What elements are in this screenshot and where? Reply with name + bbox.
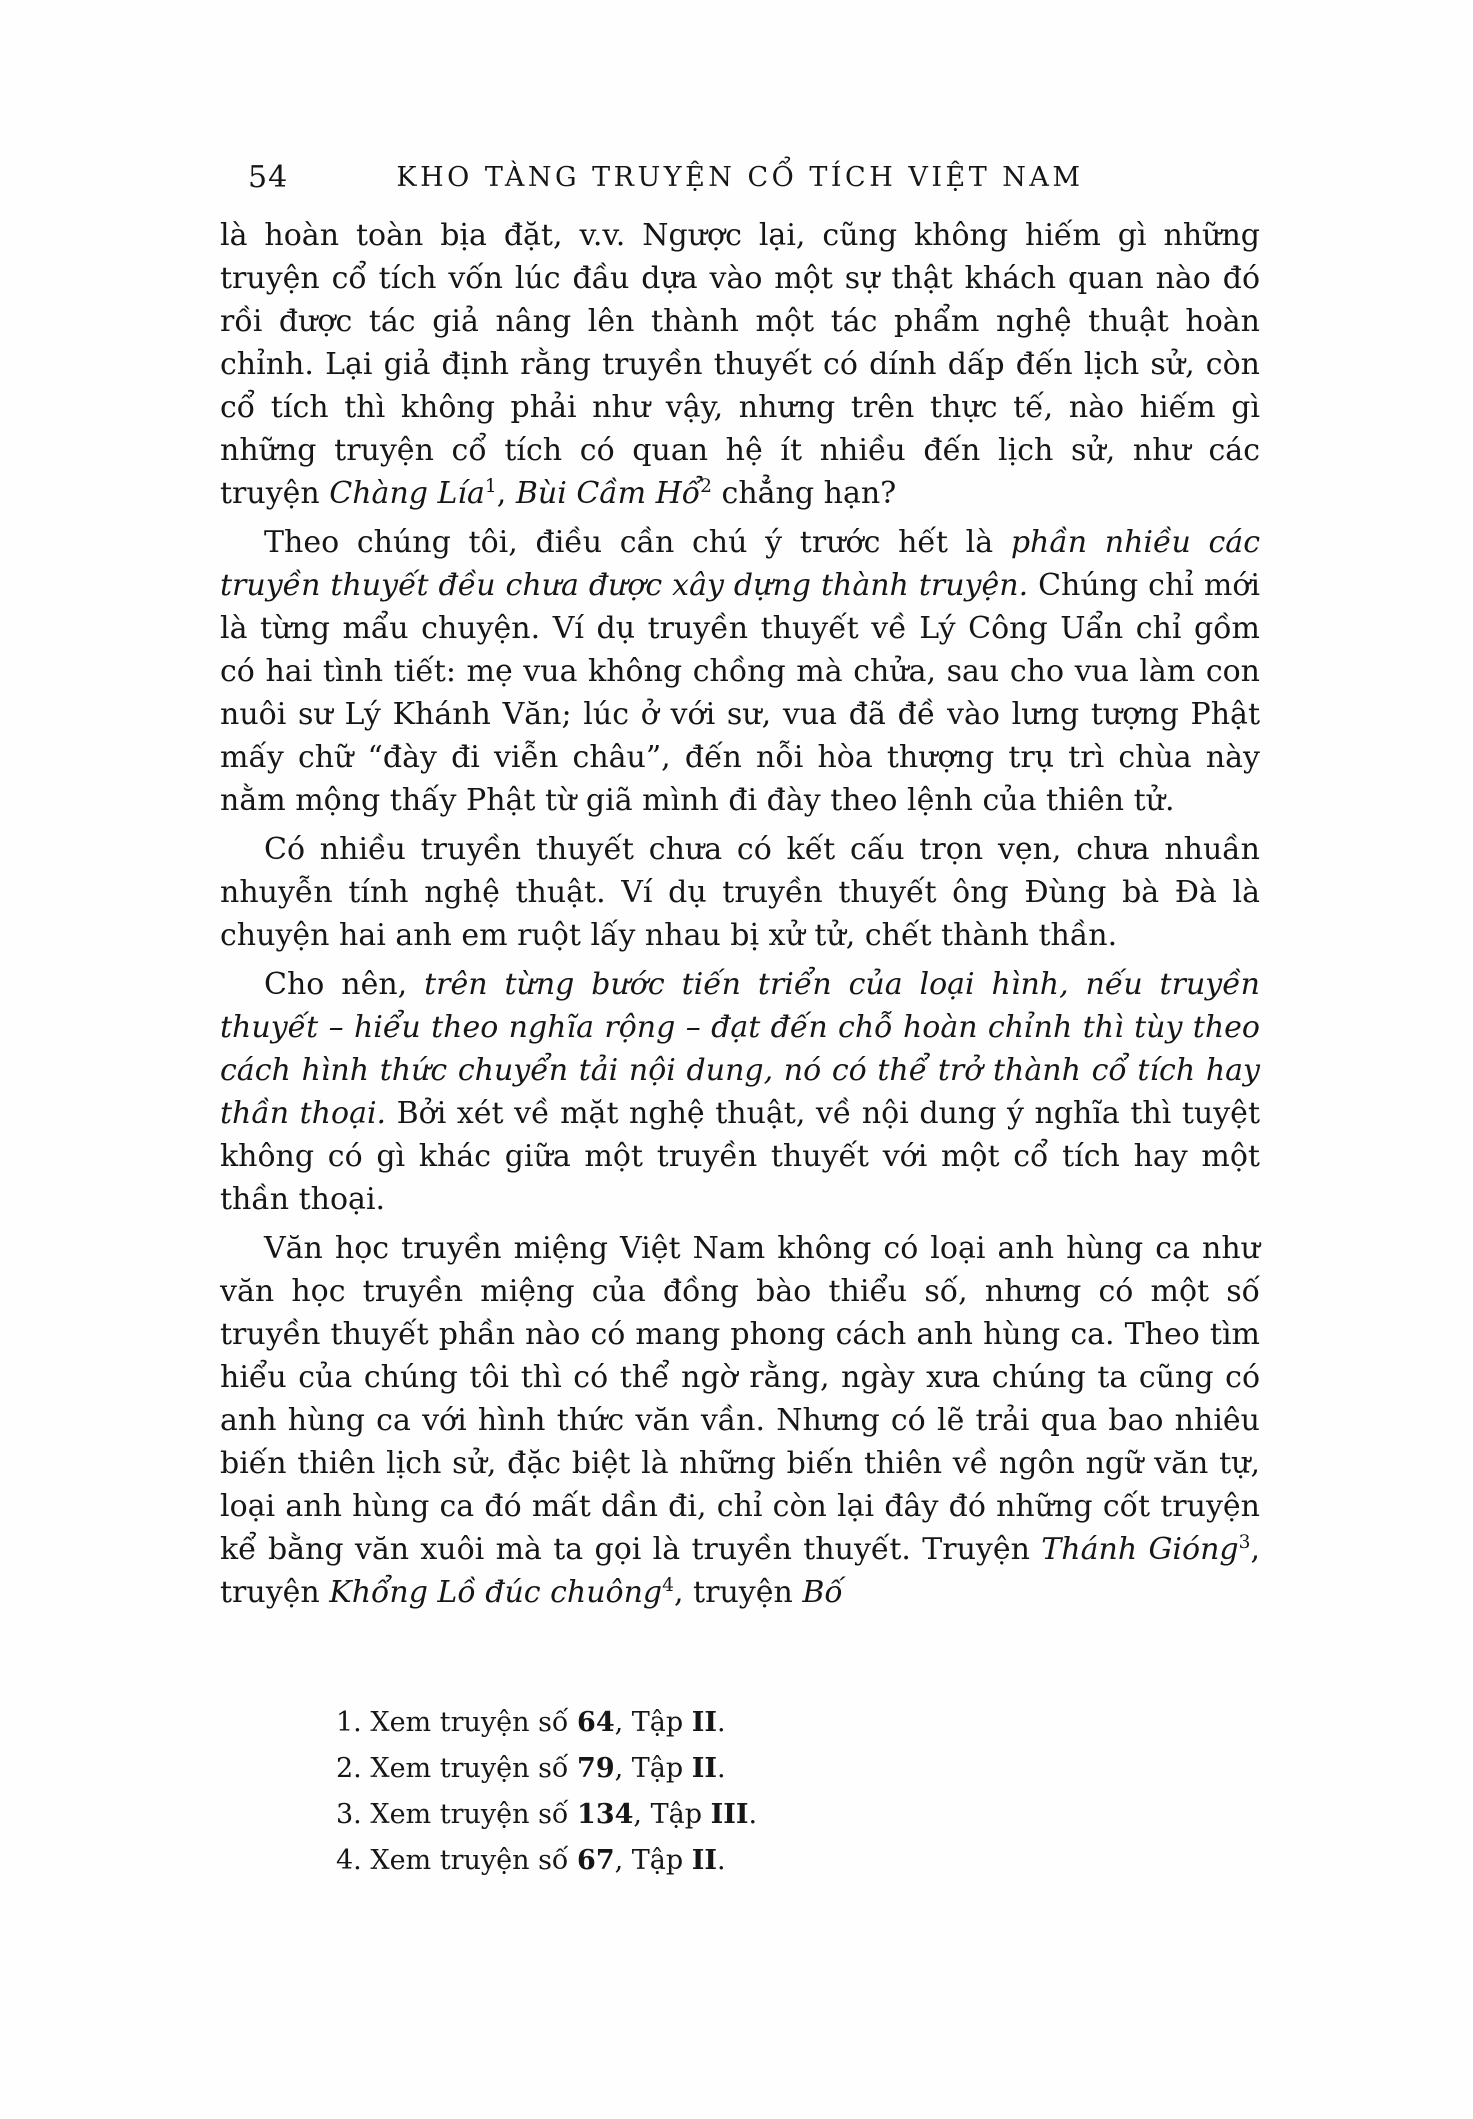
- text-run: phần nhiều các truyền thuyết đều chưa được xây dựng thành truyện.: [220, 525, 1260, 603]
- footnote-reference: 3: [1238, 1532, 1251, 1553]
- text-run: 3. Xem truyện số: [336, 1799, 578, 1830]
- text-run: là hoàn toàn bịa đặt, v.v. Ngược lại, cũng không hiếm gì những truyện cổ tích vốn lúc đầu dựa vào một sự thật khách quan nào đó rồi được tác giả nâng lên thành một tác phẩm nghệ thuật hoàn chỉnh. Lại giả định rằng truyền thuyết có dính dấp đến lịch sử, còn cổ tích thì không phải như vậy, nhưng trên thực tế, nào hiếm gì những truyện cổ tích có quan hệ ít nhiều đến lịch sử, như các truyện: [220, 218, 1260, 511]
- text-run: .: [717, 1707, 726, 1738]
- footnote-item: [336, 1838, 1236, 1884]
- text-run: , truyện: [220, 1532, 1260, 1610]
- text-run: Cho nên,: [264, 967, 425, 1002]
- text-run: Văn học truyền miệng Việt Nam không có loại anh hùng ca như văn học truyền miệng của đồng bào thiểu số, nhưng có một số truyền thuyết phần nào có mang phong cách anh hùng ca. Theo tìm hiểu của chúng tôi thì có thể ngờ rằng, ngày xưa chúng ta cũng có anh hùng ca với hình thức văn vần. Nhưng có lẽ trải qua bao nhiêu biến thiên lịch sử, đặc biệt là những biến thiên về ngôn ngữ văn tự, loại anh hùng ca đó mất dần đi, chỉ còn lại đây đó những cốt truyện kể bằng văn xuôi mà ta gọi là truyền thuyết. Truyện: [220, 1231, 1260, 1567]
- text-run: 4. Xem truyện số: [336, 1845, 578, 1876]
- text-run: II: [691, 1753, 718, 1784]
- text-run: 64: [577, 1707, 615, 1738]
- text-run: II: [691, 1707, 718, 1738]
- text-run: 134: [577, 1799, 634, 1830]
- running-title: KHO TÀNG TRUYỆN CỔ TÍCH VIỆT NAM: [396, 162, 1084, 193]
- text-run: , Tập: [614, 1707, 692, 1738]
- text-run: .: [717, 1845, 726, 1876]
- body-paragraph: [220, 521, 1260, 822]
- footnotes: [336, 1700, 1236, 1884]
- footnote-reference: 2: [700, 476, 713, 497]
- text-run: Bùi Cầm Hổ: [515, 476, 701, 511]
- footnote-reference: 1: [484, 476, 497, 497]
- text-run: , Tập: [614, 1753, 692, 1784]
- text-run: , Tập: [614, 1845, 692, 1876]
- text-run: III: [710, 1799, 749, 1830]
- text-run: trên từng bước tiến triển của loại hình, nếu truyền thuyết – hiểu theo nghĩa rộng – đạt đến chỗ hoàn chỉnh thì tùy theo cách hình thức chuyển tải nội dung, nó có thể trở thành cổ tích hay thần thoại.: [220, 967, 1261, 1131]
- running-header: [220, 158, 1260, 198]
- footnote-reference: 4: [662, 1575, 674, 1596]
- body-paragraph: [220, 963, 1260, 1221]
- text-run: , truyện: [673, 1575, 803, 1610]
- body-paragraph: [220, 214, 1260, 515]
- text-run: II: [691, 1845, 718, 1876]
- text-run: 2. Xem truyện số: [336, 1753, 578, 1784]
- body-paragraph: [220, 1227, 1260, 1614]
- text-run: Khổng Lồ đúc chuông: [329, 1575, 663, 1610]
- footnote-item: [336, 1746, 1236, 1792]
- text-run: ,: [496, 476, 516, 511]
- text-run: , Tập: [633, 1799, 711, 1830]
- text-run: Theo chúng tôi, điều cần chú ý trước hết là: [264, 525, 1011, 560]
- footnote-item: [336, 1792, 1236, 1838]
- footnote-item: [336, 1700, 1236, 1746]
- body-text: [220, 214, 1260, 1620]
- text-run: Có nhiều truyền thuyết chưa có kết cấu trọn vẹn, chưa nhuần nhuyễn tính nghệ thuật. Ví dụ truyền thuyết ông Đùng bà Đà là chuyện hai anh em ruột lấy nhau bị xử tử, chết thành thần.: [220, 832, 1260, 953]
- text-run: Chúng chỉ mới là từng mẩu chuyện. Ví dụ truyền thuyết về Lý Công Uẩn chỉ gồm có hai tình tiết: mẹ vua không chồng mà chửa, sau cho vua làm con nuôi sư Lý Khánh Văn; lúc ở với sư, vua đã đề vào lưng tượng Phật mấy chữ “đày đi viễn châu”, đến nỗi hòa thượng trụ trì chùa này nằm mộng thấy Phật từ giã mình đi đày theo lệnh của thiên tử.: [220, 568, 1260, 818]
- text-run: 67: [577, 1845, 615, 1876]
- text-run: Chàng Lía: [329, 476, 485, 511]
- text-run: Bởi xét về mặt nghệ thuật, về nội dung ý nghĩa thì tuyệt không có gì khác giữa một truyền thuyết với một cổ tích hay một thần thoại.: [220, 1096, 1260, 1217]
- body-paragraph: [220, 828, 1260, 957]
- text-run: .: [748, 1799, 758, 1830]
- text-run: Bố: [802, 1575, 843, 1610]
- text-run: 79: [577, 1753, 615, 1784]
- text-run: chẳng hạn?: [712, 476, 897, 511]
- text-run: .: [717, 1753, 726, 1784]
- page-number: 54: [248, 160, 289, 195]
- text-run: 1. Xem truyện số: [336, 1707, 578, 1738]
- text-run: Thánh Gióng: [1041, 1532, 1239, 1567]
